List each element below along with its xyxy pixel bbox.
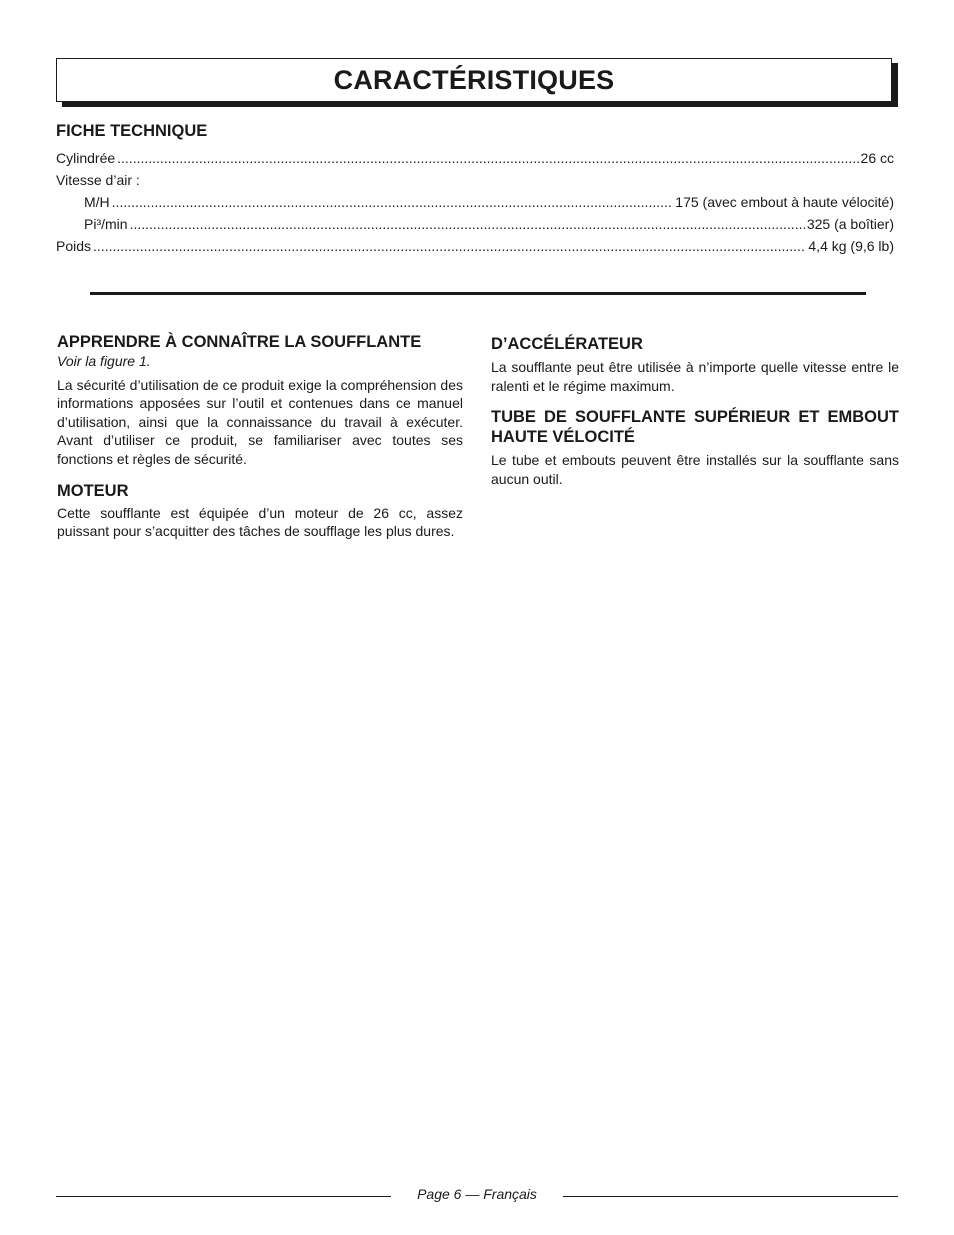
paragraph-accelerateur: La soufflante peut être utilisée à n’importe quelle vitesse entre le ralenti et le régime maximum. <box>491 359 899 394</box>
spec-label: M/H <box>84 194 110 210</box>
leader-dots <box>117 150 858 166</box>
spec-row-pi3min <box>56 216 894 238</box>
leader-dots <box>93 238 806 254</box>
section-divider <box>90 292 866 295</box>
spec-label: Vitesse d’air : <box>56 172 140 188</box>
spec-value: 4,4 kg (9,6 lb) <box>808 238 894 254</box>
spec-label: Poids <box>56 238 92 254</box>
paragraph-apprendre: La sécurité d’utilisation de ce produit exige la compréhension des informations apposées sur l’outil et contenues dans ce manuel d’utilisation, ainsi que la connaissance du travail à exécuter. Avant d’utiliser ce produit, se familiariser avec toutes ses fonctions et règles de sécurité. <box>57 376 463 467</box>
section-heading-apprendre: APPRENDRE À CONNAÎTRE LA SOUFFLANTE <box>57 333 422 351</box>
leader-dots <box>130 216 805 232</box>
section-heading-moteur: MOTEUR <box>57 481 129 500</box>
spec-row-mh <box>56 194 894 216</box>
section-heading-tube: TUBE DE SOUFFLANTE SUPÉRIEUR ET EMBOUT HAUTE VÉLOCITÉ <box>491 408 899 447</box>
spec-row-cylindree <box>56 150 894 172</box>
spec-heading: FICHE TECHNIQUE <box>56 122 208 140</box>
page-number: Page 6 — Français <box>417 1186 537 1202</box>
paragraph-tube: Le tube et embouts peuvent être installés sur la soufflante sans aucun outil. <box>491 452 899 487</box>
spec-value: 175 (avec embout à haute vélocité) <box>675 194 894 210</box>
spec-section <box>56 122 894 260</box>
spec-value: 26 cc <box>860 150 894 166</box>
paragraph-moteur: Cette soufflante est équipée d’un moteur de 26 cc, assez puissant pour s’acquitter des tâches de soufflage les plus dures. <box>57 504 463 540</box>
spec-row-vitesse <box>56 172 894 194</box>
spec-label: Pi³/min <box>84 216 128 232</box>
right-column <box>491 332 899 488</box>
spec-value: 325 (a boîtier) <box>806 216 894 232</box>
spec-row-poids <box>56 238 894 260</box>
footer-rule-left <box>56 1196 391 1197</box>
page-title: CARACTÉRISTIQUES <box>333 64 615 95</box>
footer-rule-right <box>563 1196 898 1197</box>
section-heading-accelerateur: D’ACCÉLÉRATEUR <box>491 335 643 353</box>
left-column <box>57 332 463 541</box>
figure-reference: Voir la figure 1. <box>57 353 151 369</box>
page-title-box <box>56 58 892 102</box>
leader-dots <box>112 194 674 210</box>
spec-label: Cylindrée <box>56 150 116 166</box>
